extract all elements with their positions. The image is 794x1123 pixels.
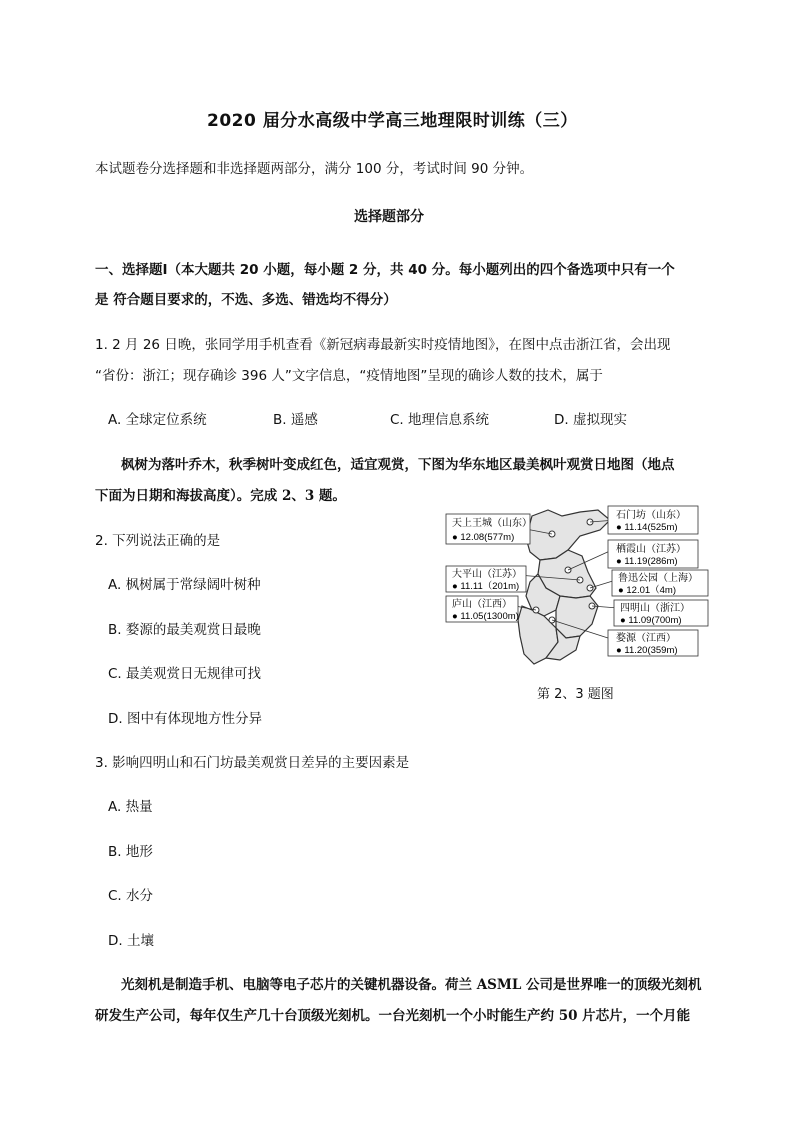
- svg-text:● 12.08(577m): ● 12.08(577m): [452, 532, 515, 543]
- svg-text:● 12.01（4m): ● 12.01（4m): [618, 585, 677, 596]
- q3-option-b: B. 地形: [108, 844, 153, 860]
- q2-stem: 2. 下列说法正确的是: [95, 533, 221, 549]
- svg-text:● 11.19(286m): ● 11.19(286m): [616, 556, 678, 567]
- section-title: 选择题部分: [354, 209, 424, 225]
- svg-text:石门坊（山东）: 石门坊（山东）: [616, 510, 686, 521]
- part1-line1: 一、选择题Ⅰ（本大题共 20 小题，每小题 2 分，共 40 分。每小题列出的四个备选项中只有一个: [95, 262, 675, 278]
- svg-text:● 11.11（201m): ● 11.11（201m): [452, 581, 520, 592]
- q1-option-a: A. 全球定位系统: [108, 412, 207, 428]
- map-region-zhejiang: [556, 596, 598, 638]
- page-title: 2020 届分水高级中学高三地理限时训练（三）: [207, 111, 578, 131]
- q3-option-c: C. 水分: [108, 888, 154, 904]
- q2-option-b: B. 婺源的最美观赏日最晚: [108, 622, 261, 638]
- map-caption: 第 2、3 题图: [537, 687, 614, 702]
- svg-text:大平山（江苏）: 大平山（江苏）: [452, 569, 522, 580]
- svg-text:● 11.09(700m): ● 11.09(700m): [620, 615, 682, 626]
- q2-option-c: C. 最美观赏日无规律可找: [108, 666, 262, 682]
- svg-text:鲁迅公园（上海）: 鲁迅公园（上海）: [618, 573, 698, 584]
- svg-text:婺源（江西）: 婺源（江西）: [616, 633, 676, 644]
- part1-line2: 是 符合题目要求的，不选、多选、错选均不得分）: [95, 292, 397, 308]
- svg-text:栖霞山（江苏）: 栖霞山（江苏）: [616, 544, 686, 555]
- svg-text:四明山（浙江）: 四明山（浙江）: [620, 603, 690, 614]
- svg-text:● 11.20(359m): ● 11.20(359m): [616, 645, 678, 656]
- svg-text:庐山（江西）: 庐山（江西）: [452, 599, 512, 610]
- q3-option-d: D. 土壤: [108, 933, 154, 949]
- map-label-qixiashan: [608, 540, 698, 568]
- svg-text:● 11.14(525m): ● 11.14(525m): [616, 522, 678, 533]
- q2-option-d: D. 图中有体现地方性分异: [108, 711, 262, 727]
- passage1-line1: 枫树为落叶乔木，秋季树叶变成红色，适宜观赏，下图为华东地区最美枫叶观赏日地图（地点: [121, 457, 675, 473]
- q2-option-a: A. 枫树属于常绿阔叶树种: [108, 577, 261, 593]
- svg-text:● 11.05(1300m): ● 11.05(1300m): [452, 611, 519, 622]
- map-label-simingshan: [614, 600, 708, 626]
- site-marker-qixiashan: [565, 567, 571, 573]
- map-label-lushan: [446, 596, 519, 622]
- passage1-line2: 下面为日期和海拔高度）。完成 2、3 题。: [95, 488, 346, 504]
- map-label-wuyuan: [608, 630, 698, 656]
- passage2-line1: 光刻机是制造手机、电脑等电子芯片的关键机器设备。荷兰 ASML 公司是世界唯一的顶级光刻机: [121, 977, 702, 993]
- q1-stem-line1: 1. 2 月 26 日晚，张同学用手机查看《新冠病毒最新实时疫情地图》，在图中点击浙江省，会出现: [95, 337, 671, 353]
- q3-stem: 3. 影响四明山和石门坊最美观赏日差异的主要因素是: [95, 755, 410, 771]
- exam-intro: 本试题卷分选择题和非选择题两部分，满分 100 分，考试时间 90 分钟。: [95, 161, 534, 177]
- svg-text:天上王城（山东）: 天上王城（山东）: [452, 518, 532, 529]
- q3-option-a: A. 热量: [108, 799, 153, 815]
- map-label-tianshangwangcheng: [446, 514, 532, 544]
- q1-option-c: C. 地理信息系统: [390, 412, 490, 428]
- q1-option-b: B. 遥感: [273, 412, 318, 428]
- q1-stem-line2: “省份：浙江；现存确诊 396 人”文字信息，“疫情地图”呈现的确诊人数的技术，属于: [95, 368, 603, 384]
- east-china-maple-map: [440, 500, 715, 675]
- map-label-luxun-park: [612, 570, 708, 596]
- map-label-taipingshan: [446, 566, 526, 592]
- map-label-shimenfang: [608, 506, 698, 534]
- q1-option-d: D. 虚拟现实: [554, 412, 627, 428]
- passage2-line2: 研发生产公司，每年仅生产几十台顶级光刻机。一台光刻机一个小时能生产约 50 片芯片，一个月能: [95, 1008, 691, 1024]
